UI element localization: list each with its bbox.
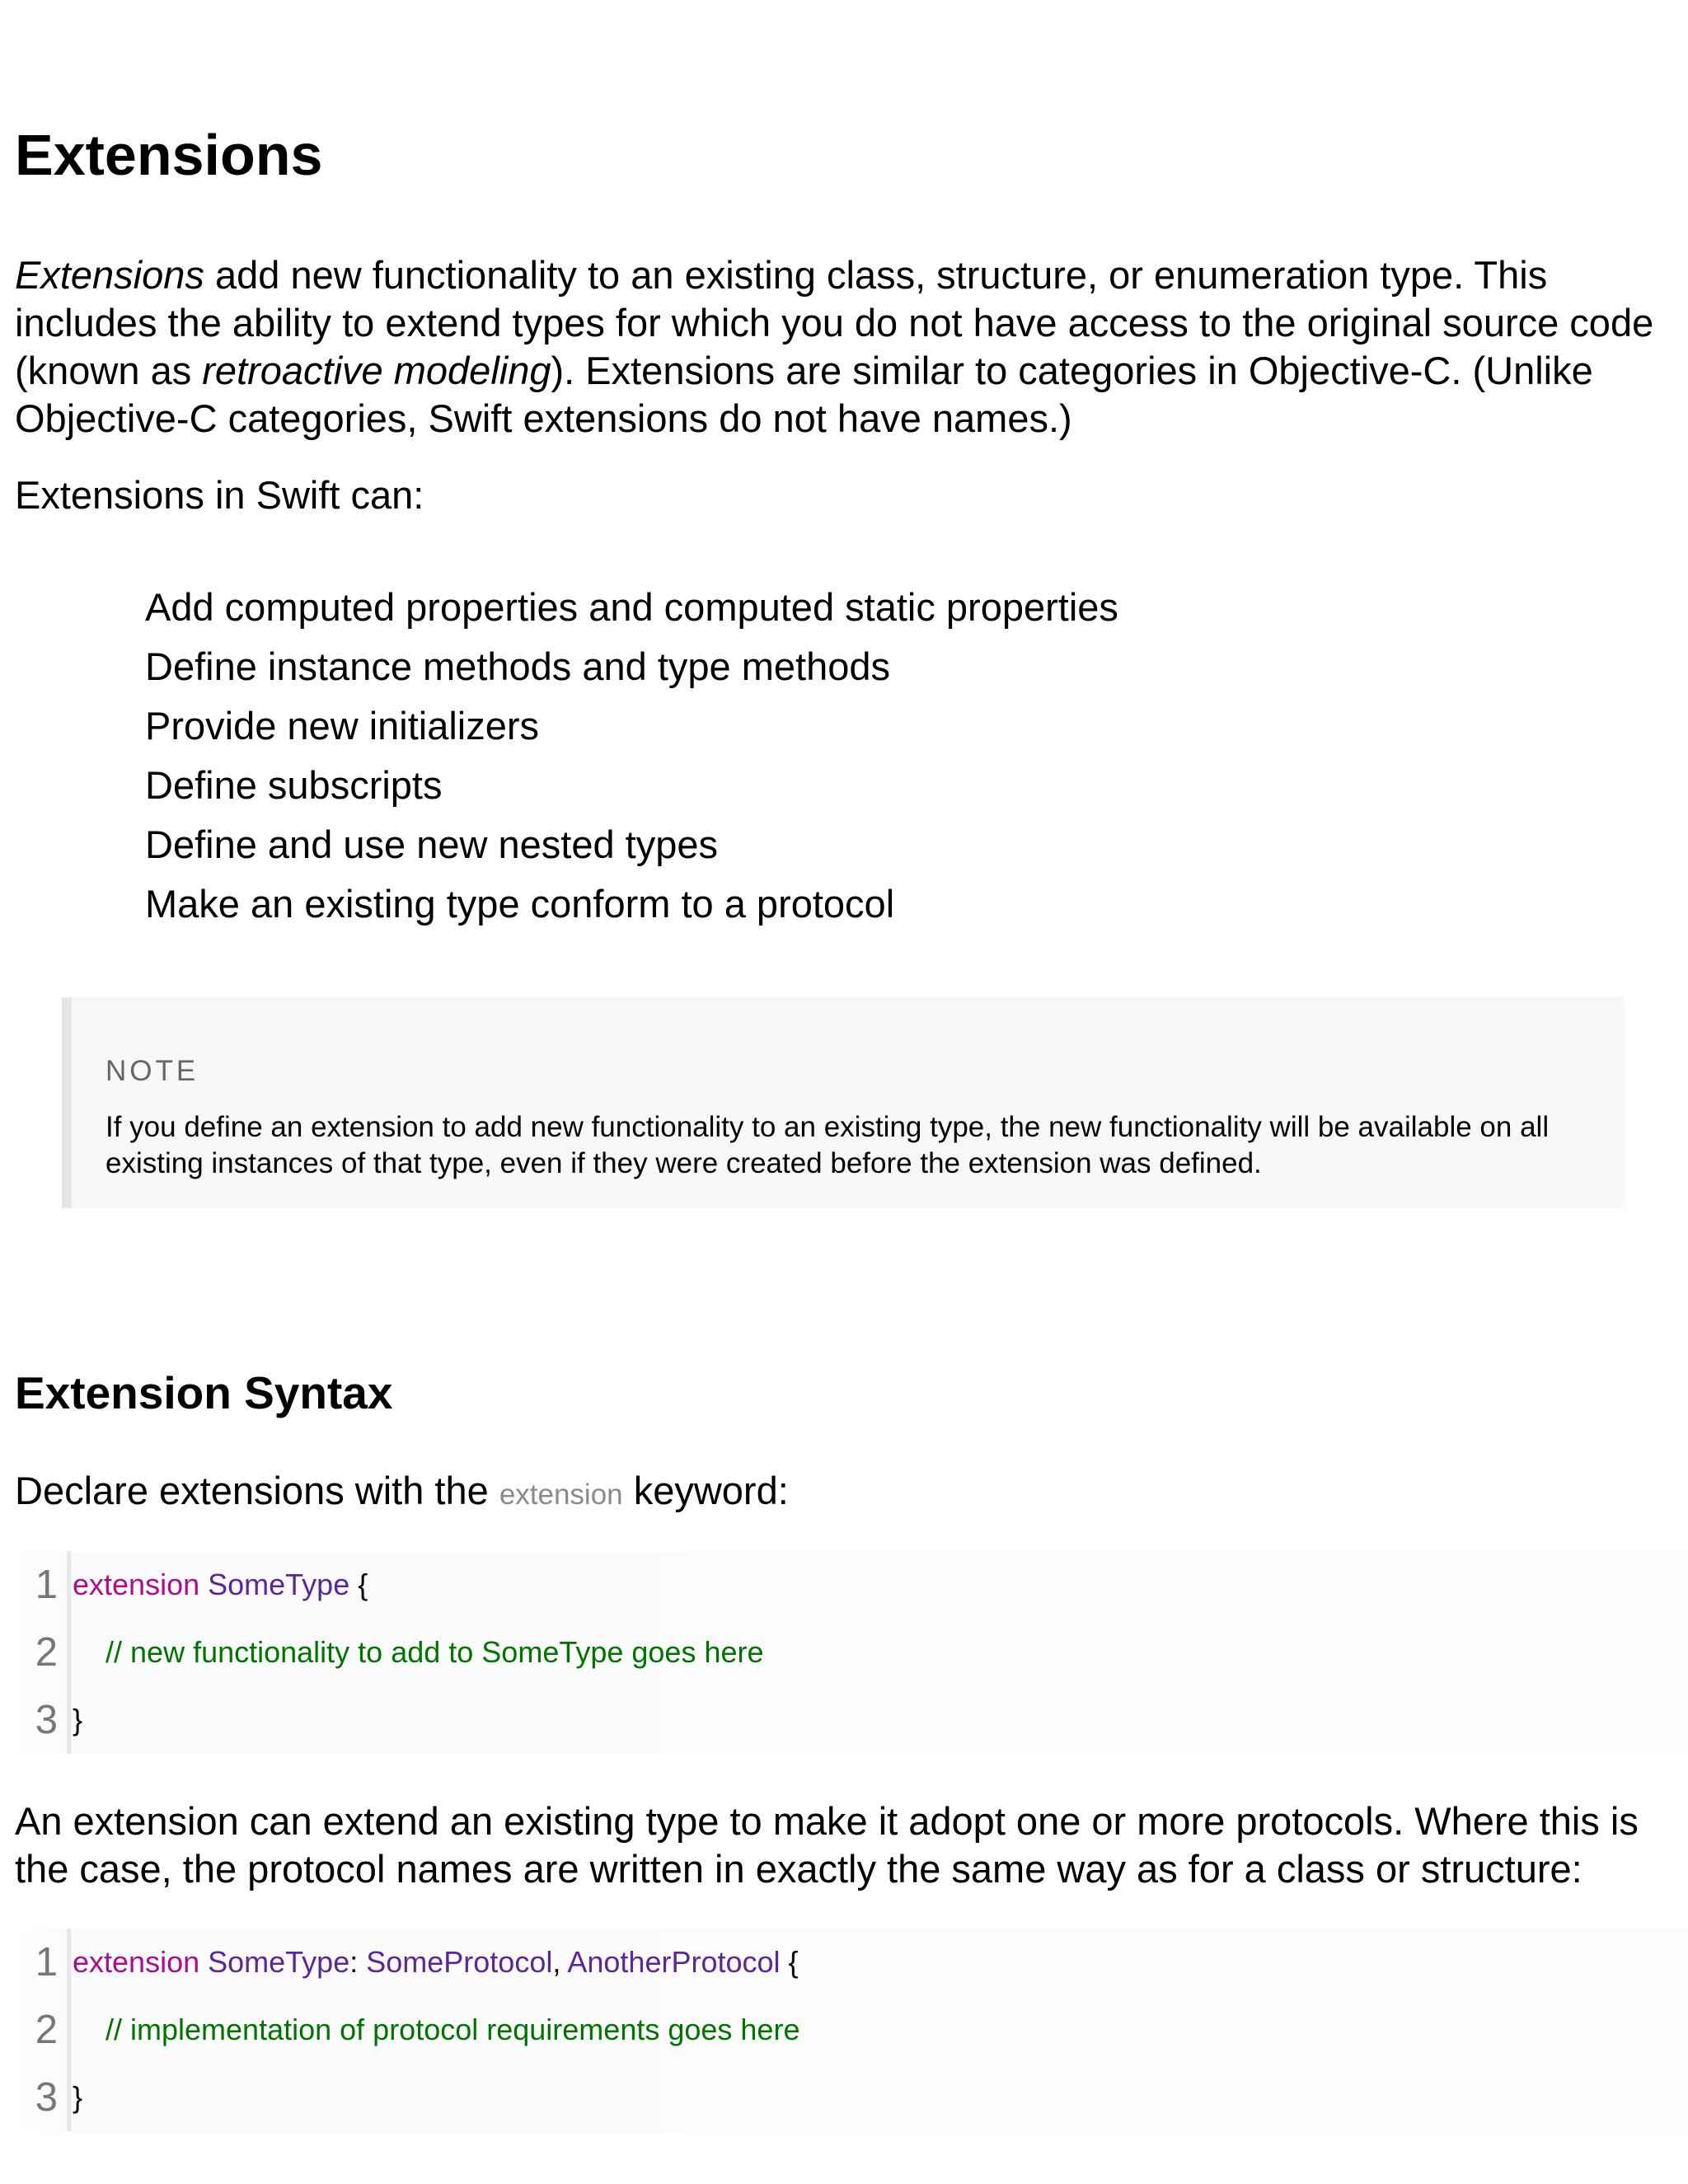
page-title: Extensions <box>15 123 323 187</box>
line-number: 1 <box>35 1563 58 1607</box>
code-comment: // implementation of protocol requirements goes here <box>106 2013 800 2046</box>
code-line <box>15 1551 1688 1619</box>
code-protocol: AnotherProtocol <box>567 1945 781 1979</box>
declare-text-after: keyword: <box>622 1469 789 1512</box>
gutter-divider <box>67 1686 71 1754</box>
code-text <box>73 1551 368 1619</box>
code-text: } <box>73 1703 83 1736</box>
list-item: Add computed properties and computed static properties <box>145 585 1118 629</box>
code-text: } <box>73 2080 83 2114</box>
declare-paragraph <box>15 1467 789 1519</box>
code-comment: // new functionality to add to SomeType goes here <box>106 1635 764 1669</box>
protocols-paragraph: An extension can extend an existing type to make it adopt one or more protocols. Where this is the case, the protocol names are written in exactly the same way as for a class or structure: <box>15 1799 1639 1891</box>
capabilities-list <box>145 578 1118 934</box>
line-number: 3 <box>35 1698 58 1742</box>
code-text <box>73 1929 799 1996</box>
code-indent <box>73 2013 106 2046</box>
line-number: 2 <box>35 1630 58 1675</box>
code-text <box>73 1996 799 2064</box>
code-line <box>15 1619 1688 1686</box>
code-type: SomeType <box>208 1568 350 1601</box>
list-item: Define instance methods and type methods <box>145 644 890 688</box>
note-body: If you define an extension to add new functionality to an existing type, the new functionality will be available on all existing instances of that type, even if they were created before the extension was defined. <box>106 1111 1550 1179</box>
intro-text-2: ). Extensions are similar to categories in Objective-C. (Unlike Objective-C categories, Swift extensions do not have names.) <box>15 349 1593 440</box>
code-line <box>15 1686 1688 1754</box>
code-indent <box>73 1635 106 1669</box>
code-line <box>15 2064 1688 2131</box>
code-line <box>15 1929 1688 1996</box>
gutter-divider <box>67 2064 71 2131</box>
code-block-protocol-conformance <box>15 1929 1688 2131</box>
code-line <box>15 1996 1688 2064</box>
gutter-divider <box>67 1619 71 1686</box>
code-punctuation: , <box>552 1945 568 1979</box>
list-item: Make an existing type conform to a protocol <box>145 882 895 926</box>
intro-text-1: add new functionality to an existing class, structure, or enumeration type. This includes the ability to extend types for which you do not have access to the original source code (known as <box>15 253 1654 392</box>
code-punctuation: { <box>780 1945 799 1979</box>
list-item: Define and use new nested types <box>145 823 719 866</box>
gutter-divider <box>67 1551 71 1619</box>
code-type: SomeType <box>208 1945 350 1979</box>
list-item: Provide new initializers <box>145 704 540 748</box>
note-title: NOTE <box>106 1055 199 1087</box>
gutter-divider <box>67 1929 71 1996</box>
declare-text-before: Declare extensions with the <box>15 1469 499 1512</box>
section-heading-extension-syntax: Extension Syntax <box>15 1367 393 1418</box>
intro-paragraph <box>15 251 1688 443</box>
code-punctuation: : <box>349 1945 367 1979</box>
intro-emphasis-retroactive: retroactive modeling <box>202 349 551 392</box>
list-item: Define subscripts <box>145 763 443 807</box>
note-box <box>62 997 1625 1208</box>
code-protocol: SomeProtocol <box>366 1945 553 1979</box>
line-number: 2 <box>35 2008 58 2052</box>
code-text <box>73 1619 764 1686</box>
line-number: 1 <box>35 1940 58 1985</box>
code-block-extension-syntax <box>15 1551 1688 1754</box>
code-punctuation: { <box>349 1568 368 1601</box>
gutter-divider <box>67 1996 71 2064</box>
inline-code-extension: extension <box>499 1479 623 1511</box>
intro-emphasis-extensions: Extensions <box>15 253 204 297</box>
code-keyword: extension <box>73 1568 200 1601</box>
code-keyword: extension <box>73 1945 200 1979</box>
capabilities-label: Extensions in Swift can: <box>15 473 424 517</box>
line-number: 3 <box>35 2075 58 2120</box>
